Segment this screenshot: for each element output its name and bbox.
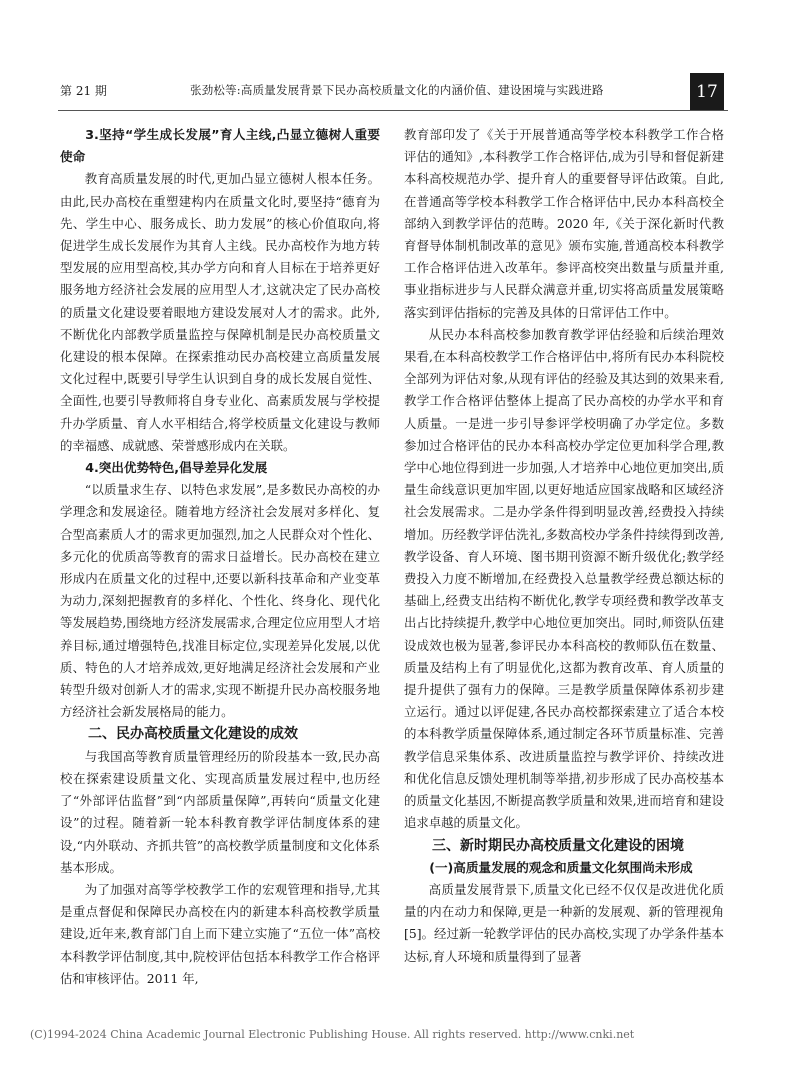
subsection-heading: 4.突出优势特色,倡导差异化发展 — [85, 460, 268, 476]
issue-label: 第 21 期 — [60, 84, 107, 98]
body-paragraph: 从民办本科高校参加教育教学评估经验和后续治理效果看,在本科高校教学工作合格评估中,将所有民办本科院校全部列为评估对象,从现有评估的经验及其达到的效果来看,教学工作合格评估整体上提高了民办高校的办学水平和育人质量。一是进一步引导参评学校明确了办学定位。多数参加过合格评估的民办本科高校办学定位更加科学合理,教学中心地位得到进一步加强,人才培养中心地位更加突出,质量生命线意识更加牢固,以更好地适应国家战略和区域经济社会发展需求。二是办学条件得到明显改善,经费投入持续增加。历经教学评估洗礼,多数高校办学条件持续得到改善,教学设备、育人环境、图书期刊资源不断升级优化;教学经费投入力度不断增加,在经费投入总量教学经费总额达标的基础上,经费支出结构不断优化,教学专项经费和教学改革支出占比持续提升,教学中心地位更加突出。同时,师资队伍建设成效也极为显著,参评民办本科高校的教师队伍在数量、质量及结构上有了明显优化,这都为教育改革、育人质量的提升提供了强有力的保障。三是教学质量保障体系初步建立运行。通过以评促建,各民办高校都探索建立了适合本校的本科教学质量保障体系,通过制定各环节质量标准、完善教学信息采集体系、改进质量监控与教学评价、持续改进和优化信息反馈处理机制等举措,初步形成了民办高校基本的质量文化基因,不断提高教学质量和效果,进而培育和建设追求卓越的质量文化。 — [404, 326, 724, 831]
page-number-badge: 17 — [690, 73, 724, 111]
header-rule — [58, 110, 728, 111]
left-column — [60, 124, 380, 990]
body-paragraph: 与我国高等教育质量管理经历的阶段基本一致,民办高校在探索建设质量文化、实现高质量发展过程中,也历经了“外部评估监督”到“内部质量保障”,再转向“质量文化建设”的过程。随着新一轮本科教育教学评估制度体系的建设,“内外联动、齐抓共管”的高校教学质量制度和文化体系基本形成。 — [60, 748, 380, 875]
section-heading: 三、新时期民办高校质量文化建设的困境 — [432, 837, 684, 854]
body-paragraph: 教育高质量发展的时代,更加凸显立德树人根本任务。由此,民办高校在重塑建构内在质量文化时,要坚持“德育为先、学生中心、服务成长、助力发展”的核心价值取向,将促进学生成长发展作为其育人主线。民办高校作为地方转型发展的应用型高校,其办学方向和育人目标在于培养更好服务地方经济社会发展的应用型人才,这就决定了民办高校的质量文化建设要着眼地方建设发展对人才的需求。此外,不断优化内部教学质量监控与保障机制是民办高校质量文化建设的根本保障。在探索推动民办高校建立高质量发展文化过程中,既要引导学生认识到自身的成长发展自觉性、全面性,也要引导教师将自身专业化、高素质发展与学校提升办学质量、育人水平相结合,将学校质量文化建设与教师的幸福感、成就感、荣誉感形成内在关联。 — [60, 171, 380, 453]
subsection-heading: 3.坚持“学生成长发展”育人主线,凸显立德树人重要使命 — [60, 127, 380, 165]
right-column — [404, 124, 724, 968]
body-paragraph: 教育部印发了《关于开展普通高等学校本科教学工作合格评估的通知》,本科教学工作合格评估,成为引导和督促新建本科高校规范办学、提升育人的重要督导评估政策。自此,在普通高等学校本科教学工作合格评估中,民办本科高校全部纳入到教学评估的范畴。2020 年,《关于深化新时代教育督导体制机制改革的意见》颁布实施,普通高校本科教学工作合格评估进入改革年。参评高校突出数量与质量并重,事业指标进步与人民群众满意并重,切实将高质量发展策略落实到评估指标的完善及具体的日常评估工作中。 — [404, 127, 724, 320]
body-paragraph: 高质量发展背景下,质量文化已经不仅仅是改进优化质量的内在动力和保障,更是一种新的发展观、新的管理视角[5]。经过新一轮教学评估的民办高校,实现了办学条件基本达标,育人环境和质量得到了显著 — [404, 881, 724, 964]
section-heading: 二、民办高校质量文化建设的成效 — [88, 726, 298, 743]
subsection-heading: (一)高质量发展的观念和质量文化氛围尚未形成 — [429, 859, 693, 875]
body-paragraph: “以质量求生存、以特色求发展”,是多数民办高校的办学理念和发展途径。随着地方经济社会发展对多样化、复合型高素质人才的需求更加强烈,加之人民群众对个性化、多元化的优质高等教育的需求日益增长。民办高校在建立形成内在质量文化的过程中,还要以新科技革命和产业变革为动力,深刻把握教育的多样化、个性化、终身化、现代化等发展趋势,围绕地方经济发展需求,合理定位应用型人才培养目标,通过增强特色,找准目标定位,实现差异化发展,以优质、特色的人才培养成效,更好地满足经济社会发展和产业转型升级对创新人才的需求,实现不断提升民办高校服务地方经济社会新发展格局的能力。 — [60, 482, 380, 720]
running-title: 张劲松等:高质量发展背景下民办高校质量文化的内涵价值、建设困境与实践进路 — [190, 83, 604, 97]
page-header — [0, 0, 785, 112]
copyright-footer: (C)1994-2024 China Academic Journal Electronic Publishing House. All rights reserved. http://www.cnki.net — [30, 1028, 635, 1041]
body-paragraph: 为了加强对高等学校教学工作的宏观管理和指导,尤其是重点督促和保障民办高校在内的新建本科高校教学质量建设,近年来,教育部门自上而下建立实施了“五位一体”高校本科教学评估制度,其中,院校评估包括本科教学工作合格评估和审核评估。2011 年, — [60, 881, 380, 986]
